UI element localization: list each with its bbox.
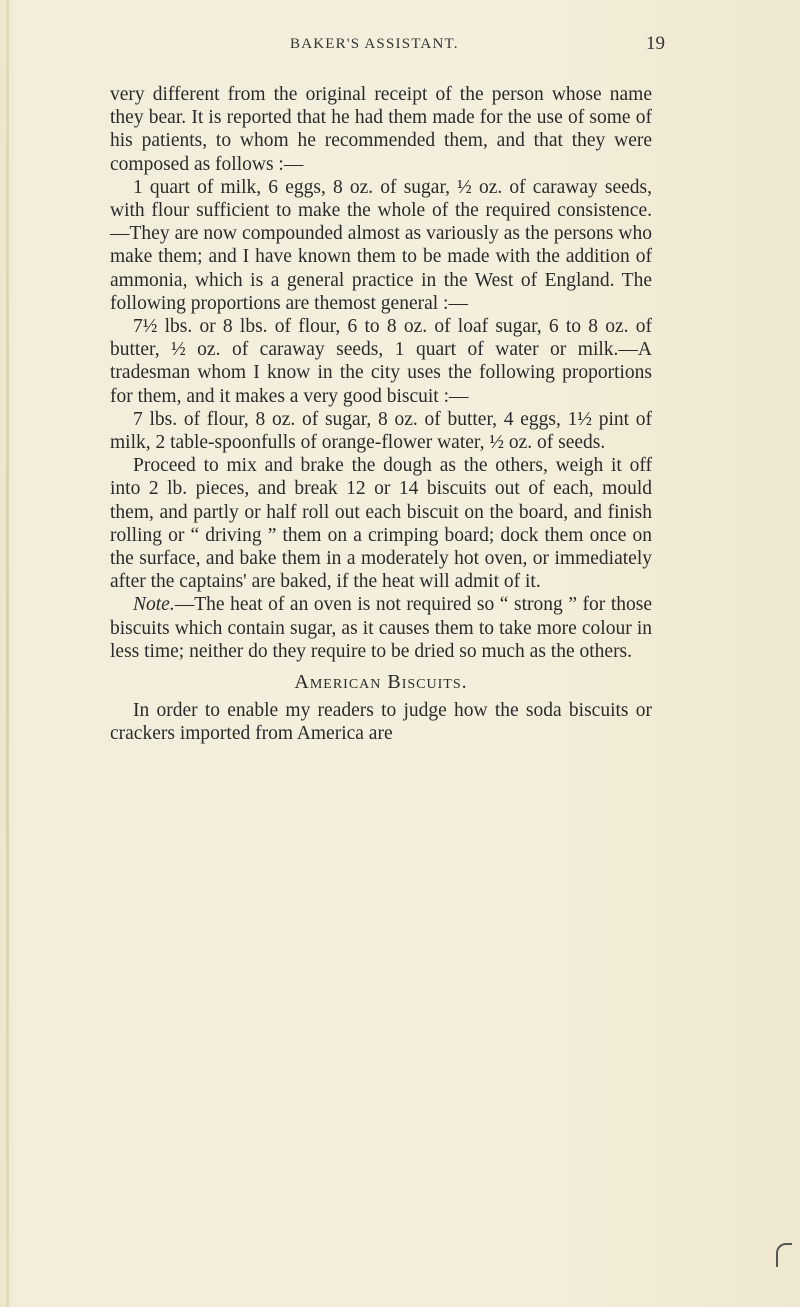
- paragraph: 7½ lbs. or 8 lbs. of flour, 6 to 8 oz. of loaf sugar, 6 to 8 oz. of butter, ½ oz. of caraway seeds, 1 quart of water or milk.—A tradesman whom I know in the city uses the following proportions for them, and it makes a very good biscuit :—: [110, 316, 652, 407]
- note-text: —The heat of an oven is not required so “ strong ” for those biscuits which contain sugar, as it causes them to take more colour in less time; neither do they require to be dried so much as the others.: [110, 594, 652, 662]
- page-corner-mark: [776, 1243, 792, 1267]
- paragraph: In order to enable my readers to judge how the soda biscuits or crackers imported from America are: [110, 700, 652, 745]
- note-paragraph: [110, 593, 652, 663]
- note-label: Note.: [133, 594, 175, 616]
- paragraph: 7 lbs. of flour, 8 oz. of sugar, 8 oz. of butter, 4 eggs, 1½ pint of milk, 2 table-spoonfulls of orange-flower water, ½ oz. of seeds.: [110, 408, 652, 454]
- body-text: [110, 83, 652, 746]
- paragraph: 1 quart of milk, 6 eggs, 8 oz. of sugar, ½ oz. of caraway seeds, with flour sufficient to make the whole of the required consistence.—They are now compounded almost as variously as the persons who make them; and I have known them to be made with the addition of ammonia, which is a general practice in the West of England. The following proportions are themost general :—: [110, 176, 652, 314]
- page-number: 19: [646, 33, 665, 54]
- paragraph: very different from the original receipt of the person whose name they bear. It is reported that he had them made for the use of some of his patients, to whom he recommended them, and that they were composed as follows :—: [110, 84, 652, 175]
- page-gutter: [6, 0, 9, 1307]
- section-heading: American Biscuits.: [294, 671, 468, 694]
- running-head: BAKER'S ASSISTANT.: [290, 36, 459, 52]
- paragraph: Proceed to mix and brake the dough as the others, weigh it off into 2 lb. pieces, and break 12 or 14 biscuits out of each, mould them, and partly or half roll out each biscuit on the board, and finish rolling or “ driving ” them on a crimping board; dock them once on the surface, and bake them in a moderately hot oven, or immediately after the captains' are baked, if the heat will admit of it.: [110, 455, 652, 593]
- page-header: [0, 33, 800, 66]
